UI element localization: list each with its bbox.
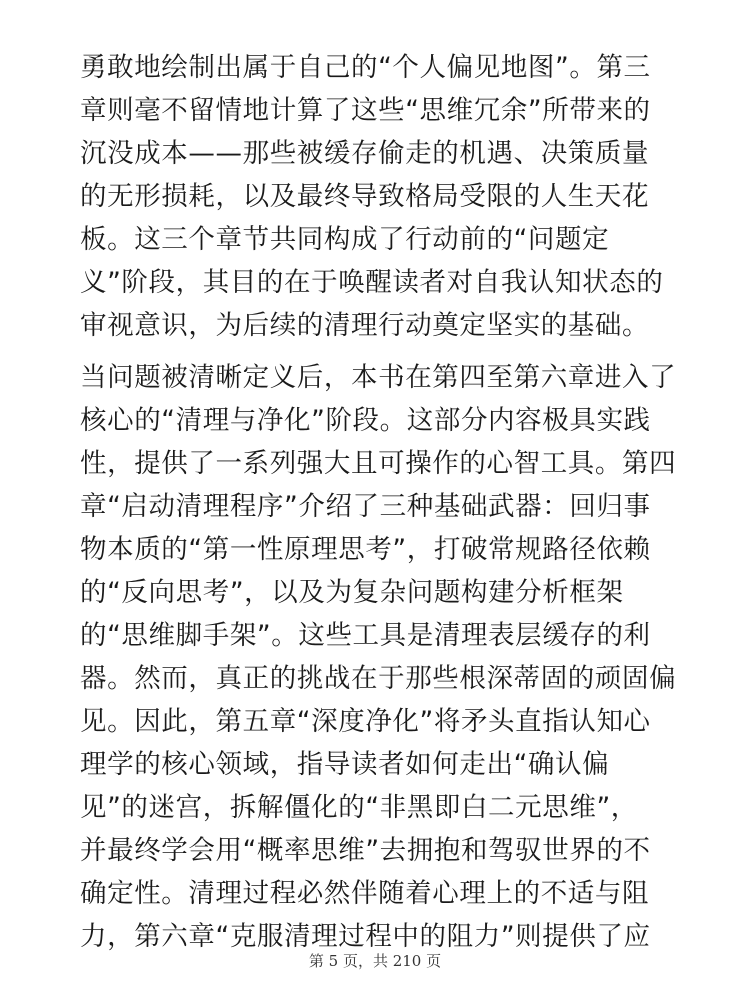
text-line: 性，提供了一系列强大且可操作的心智工具。第四 <box>80 448 677 479</box>
paragraph-gap <box>80 347 680 356</box>
text-line: 并最终学会用“概率思维”去拥抱和驾驭世界的不 <box>80 835 651 866</box>
paragraph-2 <box>80 356 680 958</box>
text-line: 的“反向思考”，以及为复杂问题构建分析框架 <box>80 577 624 608</box>
text-line: 核心的“清理与净化”阶段。这部分内容极具实践 <box>80 405 651 436</box>
text-line: 力，第六章“克服清理过程中的阻力”则提供了应 <box>80 921 651 952</box>
text-line: 章则毫不留情地计算了这些“思维冗余”所带来的 <box>80 95 651 126</box>
text-line: 义”阶段，其目的在于唤醒读者对自我认知状态的 <box>80 267 664 298</box>
body-text <box>80 46 680 958</box>
text-line: 见。因此，第五章“深度净化”将矛头直指认知心 <box>80 706 651 737</box>
text-line: 沉没成本——那些被缓存偷走的机遇、决策质量 <box>80 138 650 169</box>
text-line: 理学的核心领域，指导读者如何走出“确认偏 <box>80 749 610 780</box>
text-line: 的无形损耗，以及最终导致格局受限的人生天花 <box>80 181 650 212</box>
text-line: 审视意识，为后续的清理行动奠定坚实的基础。 <box>80 310 650 341</box>
text-line: 的“思维脚手架”。这些工具是清理表层缓存的利 <box>80 620 651 651</box>
text-line: 章“启动清理程序”介绍了三种基础武器：回归事 <box>80 491 651 522</box>
text-line: 见”的迷宫，拆解僵化的“非黑即白二元思维”， <box>80 792 638 823</box>
text-line: 确定性。清理过程必然伴随着心理上的不适与阻 <box>80 878 650 909</box>
paragraph-1 <box>80 46 680 347</box>
text-line: 勇敢地绘制出属于自己的“个人偏见地图”。第三 <box>80 52 651 83</box>
page-number-footer: 第 5 页，共 210 页 <box>308 952 442 970</box>
text-line: 物本质的“第一性原理思考”，打破常规路径依赖 <box>80 534 651 565</box>
text-line: 器。然而，真正的挑战在于那些根深蒂固的顽固偏 <box>80 663 677 694</box>
text-line: 板。这三个章节共同构成了行动前的“问题定 <box>80 224 610 255</box>
text-line: 当问题被清晰定义后，本书在第四至第六章进入了 <box>80 362 677 393</box>
